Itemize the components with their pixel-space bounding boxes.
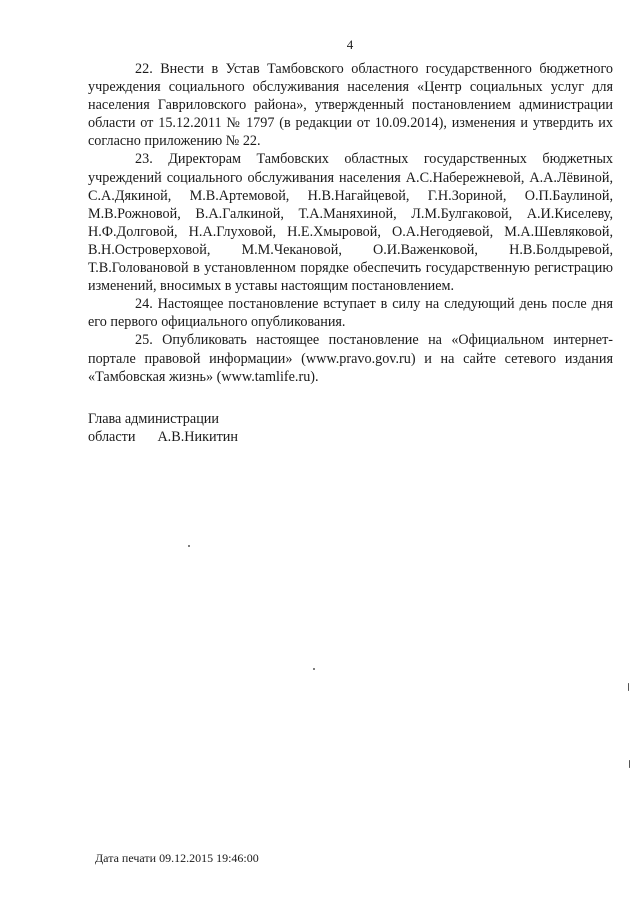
- paragraph-23: 23. Директорам Тамбовских областных государственных бюджетных учреждений социального обслуживания населения А.С.Набережневой, А.А.Лёвиной, С.А.Дякиной, М.В.Артемовой, Н.В.Нагайцевой, Г.Н.Зориной, О.П.Баулиной, М.В.Рожновой, В.А.Галкиной, Т.А.Маняхиной, Л.М.Булгаковой, А.И.Киселеву, Н.Ф.Долговой, Н.А.Глуховой, Н.Е.Хмыровой, О.А.Негодяевой, М.А.Шевляковой, В.Н.Островерховой, М.М.Чекановой, О.И.Важенковой, Н.В.Болдыревой, Т.В.Головановой в установленном порядке обеспечить государственную регистрацию изменений, вносимых в уставы настоящим постановлением.: [88, 151, 613, 295]
- scan-speck: [188, 545, 190, 547]
- signatory-line2: [88, 428, 238, 446]
- paragraph-25: 25. Опубликовать настоящее постановление на «Официальном интернет-портале правовой информации» (www.pravo.gov.ru) и на сайте сетевого издания «Тамбовская жизнь» (www.tamlife.ru).: [88, 332, 613, 385]
- signature-block: [88, 410, 238, 446]
- scan-speck: [629, 760, 630, 768]
- document-body: [88, 60, 613, 386]
- scan-speck: [628, 683, 629, 691]
- scan-speck: [313, 668, 315, 670]
- paragraph-22: 22. Внести в Устав Тамбовского областного государственного бюджетного учреждения социального обслуживания населения «Центр социальных услуг для населения Гавриловского района», утвержденный постановлением администрации области от 15.12.2011 № 1797 (в редакции от 10.09.2014), изменения и утвердить их согласно приложению № 22.: [88, 61, 613, 150]
- signatory-name: А.В.Никитин: [157, 429, 238, 446]
- print-date: Дата печати 09.12.2015 19:46:00: [95, 851, 259, 865]
- signatory-title-line1: Глава администрации: [88, 411, 219, 427]
- signatory-title-line2: области: [88, 429, 136, 446]
- paragraph-24: 24. Настоящее постановление вступает в силу на следующий день после дня его первого официального опубликования.: [88, 296, 613, 331]
- page-number: 4: [346, 37, 354, 52]
